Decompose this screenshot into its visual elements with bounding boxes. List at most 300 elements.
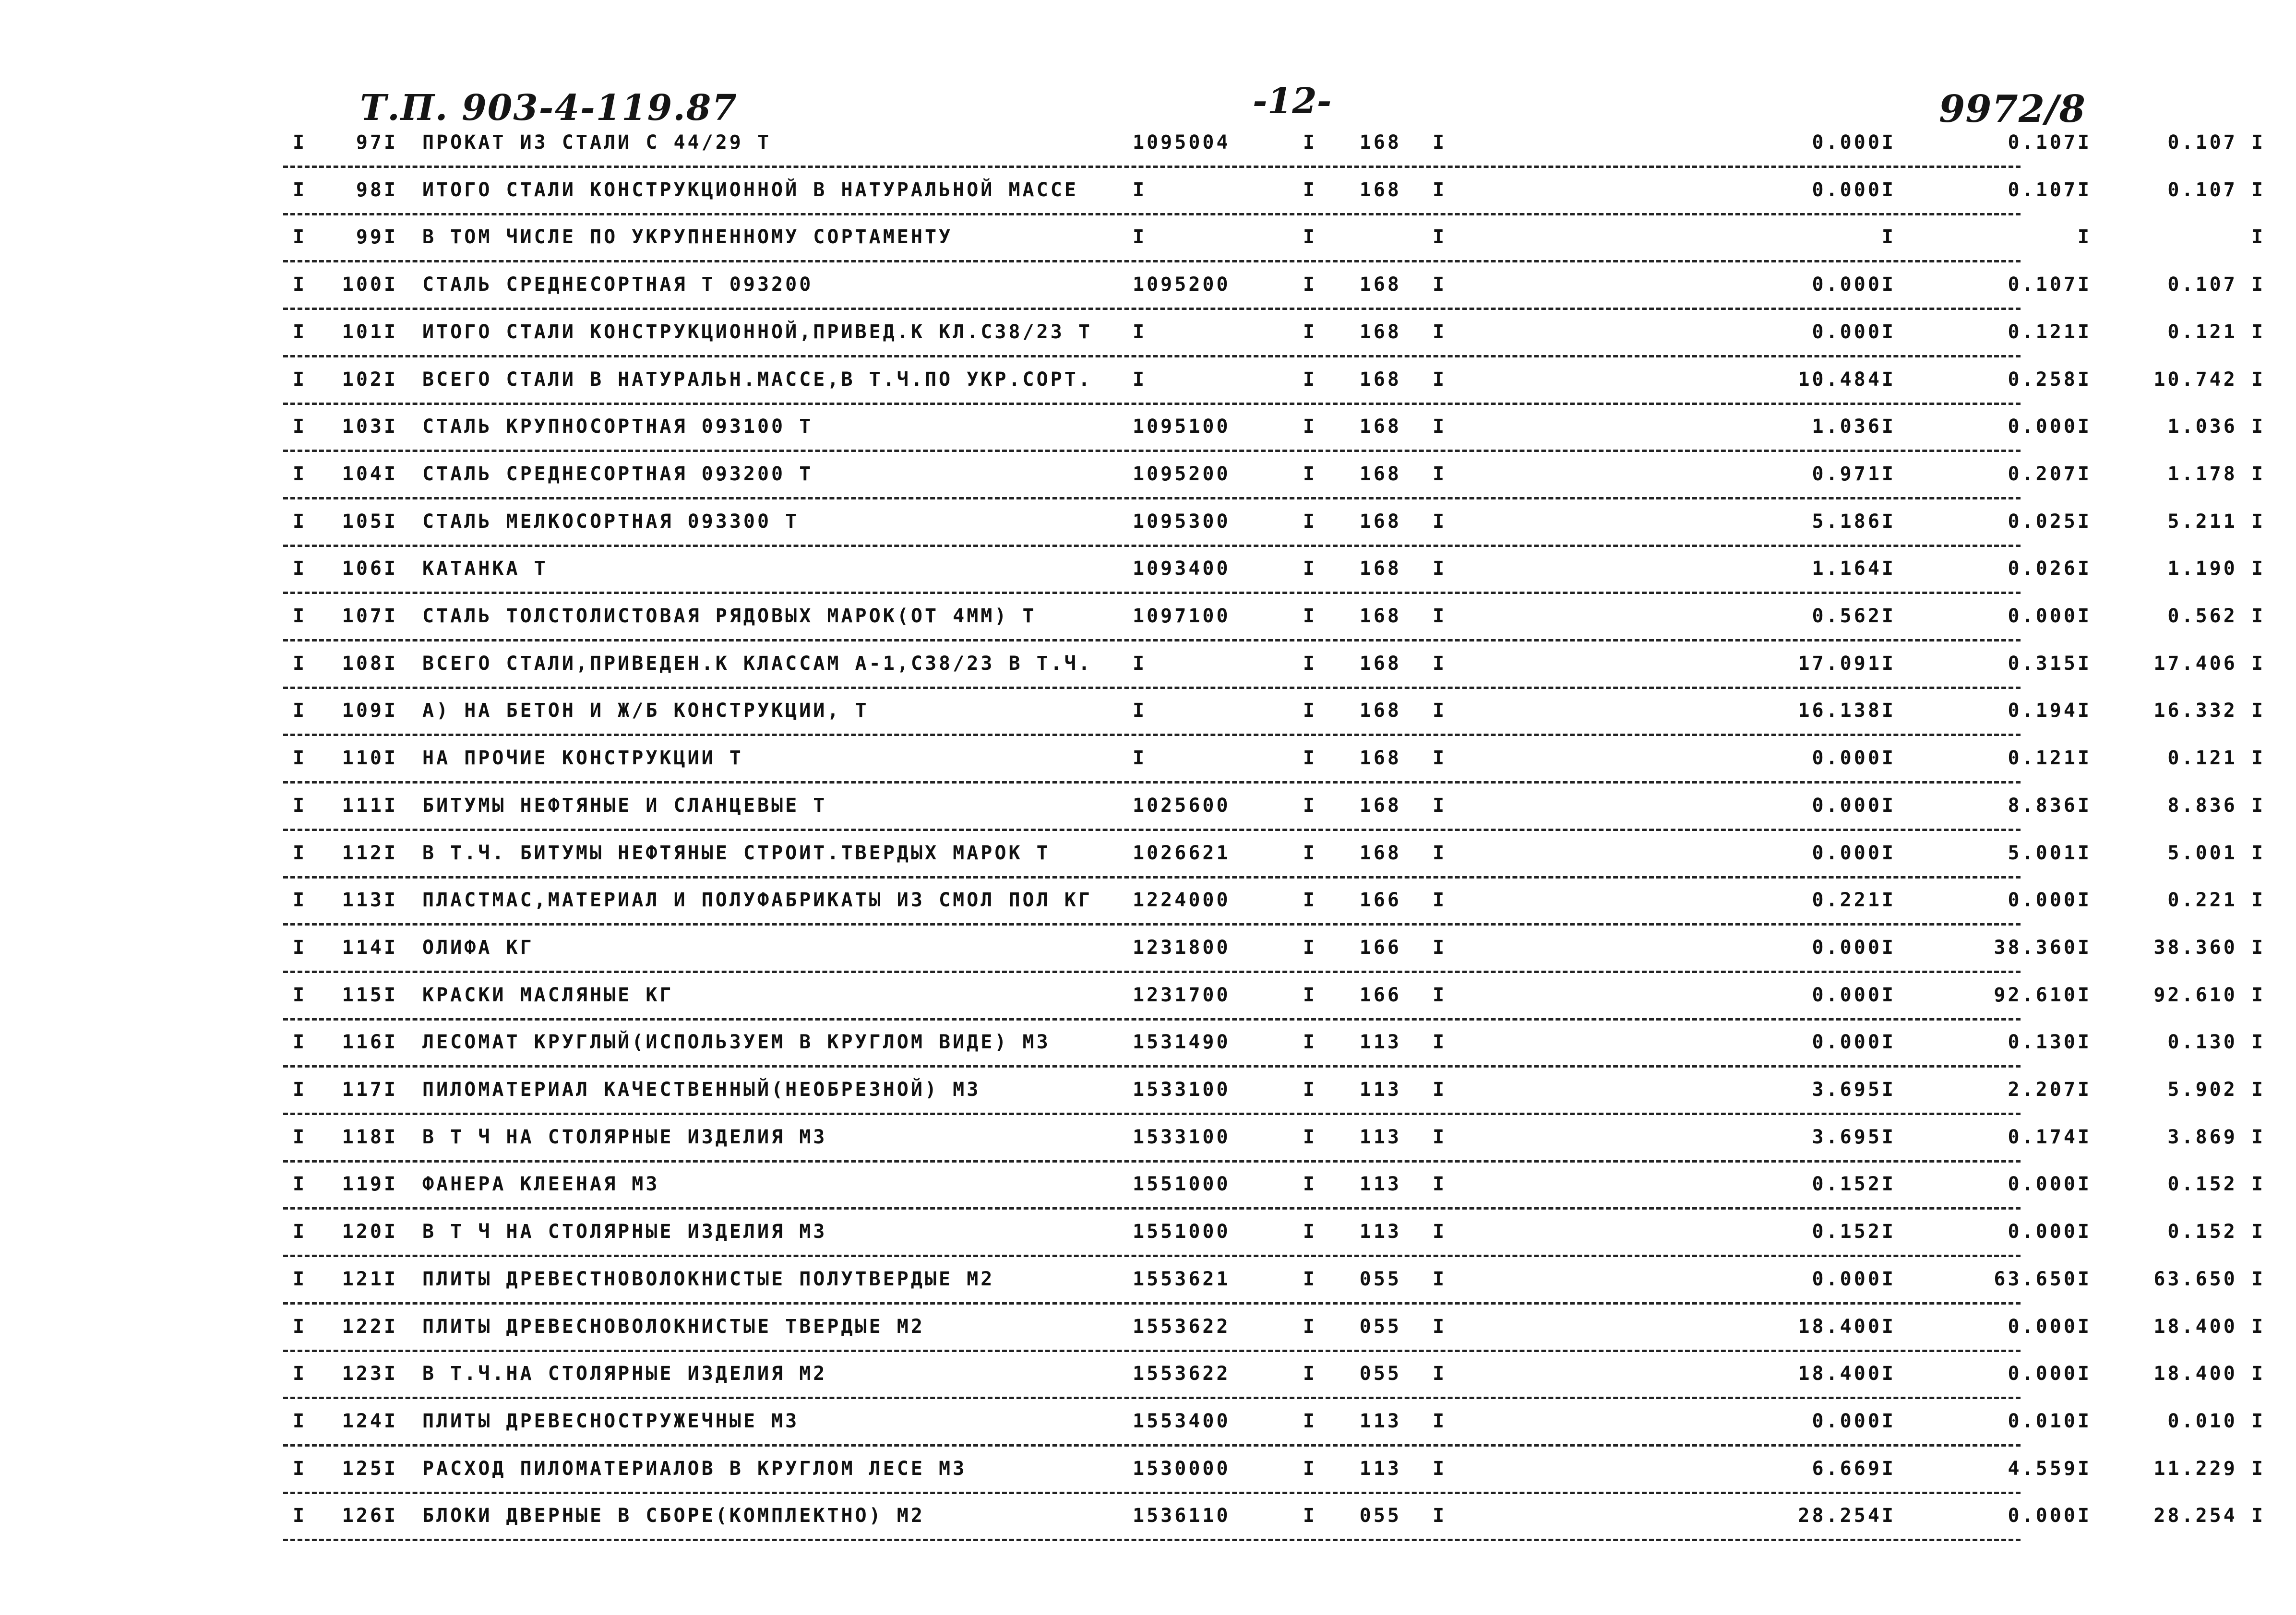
row-divider [283,213,2021,215]
row-divider [283,545,2021,547]
value-total: 0.107 I [2167,131,2265,154]
material-code: I [1133,700,1147,722]
value-total: 16.332 I [2153,700,2265,722]
row-separator: I [1433,1079,1447,1101]
table-row [283,410,2265,457]
row-border-left: I [293,511,307,533]
row-separator: I [1303,747,1317,769]
value-column-1: 0.152I [1812,1173,1896,1195]
row-separator: I [1303,273,1317,296]
material-code: I [1133,226,1147,248]
row-number: 117 [342,1079,384,1101]
row-separator: I [384,1221,398,1243]
row-divider [283,1492,2021,1494]
row-separator: I [1433,368,1447,391]
unit-code: 168 [1359,463,1401,485]
value-total: 11.229 I [2153,1458,2265,1480]
table-row [283,931,2265,978]
value-total: 3.869 I [2167,1126,2265,1148]
row-divider [283,1113,2021,1115]
row-divider [283,1255,2021,1257]
row-separator: I [384,1505,398,1527]
material-code: 1097100 [1133,605,1231,627]
row-separator: I [1303,1173,1317,1195]
value-total: 1.036 I [2167,416,2265,438]
row-separator: I [1433,511,1447,533]
table-row [283,1262,2265,1309]
material-code: 1553622 [1133,1316,1231,1338]
unit-code: 113 [1359,1458,1401,1480]
table-row [283,1310,2265,1357]
row-border-left: I [293,416,307,438]
material-name: СТАЛЬ МЕЛКОСОРТНАЯ 093300 Т [422,511,800,533]
row-separator: I [384,937,398,959]
row-number: 121 [342,1268,384,1290]
table-row [283,268,2265,315]
table-row [283,1499,2265,1546]
row-divider [283,687,2021,689]
material-name: СТАЛЬ КРУПНОСОРТНАЯ 093100 Т [422,416,813,438]
value-column-1: 0.000I [1812,321,1896,343]
row-separator: I [384,653,398,675]
row-number: 114 [342,937,384,959]
value-column-1: 17.091I [1798,653,1896,675]
row-separator: I [1303,842,1317,864]
row-number: 104 [342,463,384,485]
unit-code: 168 [1359,179,1401,201]
value-total: 10.742 I [2153,368,2265,391]
row-separator: I [1303,1458,1317,1480]
value-column-2: 92.610I [1994,984,2092,1006]
value-column-1: 0.000I [1812,131,1896,154]
row-number: 116 [342,1031,384,1053]
value-column-1: 28.254I [1798,1505,1896,1527]
row-border-left: I [293,605,307,627]
row-separator: I [384,795,398,817]
value-column-1: 0.000I [1812,273,1896,296]
row-number: 120 [342,1221,384,1243]
row-separator: I [1303,511,1317,533]
material-name: ВСЕГО СТАЛИ,ПРИВЕДЕН.К КЛАССАМ А-1,С38/23 В Т.Ч. [422,653,1092,675]
material-code: 1095200 [1133,273,1231,296]
material-code: 1553621 [1133,1268,1231,1290]
value-column-2: 0.000I [2008,1505,2092,1527]
row-number: 105 [342,511,384,533]
material-name: ПРОКАТ ИЗ СТАЛИ С 44/29 Т [422,131,772,154]
value-column-2: 0.121I [2008,321,2092,343]
table-row [283,220,2265,267]
material-name: В Т Ч НА СТОЛЯРНЫЕ ИЗДЕЛИЯ М3 [422,1221,827,1243]
value-total: 0.121 I [2167,321,2265,343]
row-separator: I [384,1031,398,1053]
row-separator: I [384,1268,398,1290]
row-number: 119 [342,1173,384,1195]
row-separator: I [384,889,398,911]
row-divider [283,497,2021,499]
row-divider [283,1160,2021,1163]
row-border-left: I [293,1221,307,1243]
material-name: ПЛИТЫ ДРЕВЕСНОСТРУЖЕЧНЫЕ М3 [422,1410,800,1432]
table-row [283,1404,2265,1451]
value-total: 0.221 I [2167,889,2265,911]
row-separator: I [384,416,398,438]
row-divider [283,1018,2021,1021]
row-separator: I [1433,747,1447,769]
row-number: 123 [342,1363,384,1385]
row-separator: I [1303,984,1317,1006]
material-name: ОЛИФА КГ [422,937,534,959]
unit-code: 168 [1359,273,1401,296]
row-divider [283,781,2021,784]
value-column-2: 0.000I [2008,889,2092,911]
row-border-left: I [293,558,307,580]
row-border-left: I [293,889,307,911]
row-number: 111 [342,795,384,817]
row-separator: I [1433,1316,1447,1338]
unit-code: 168 [1359,416,1401,438]
material-code: I [1133,321,1147,343]
value-column-2: 0.000I [2008,416,2092,438]
material-name: КРАСКИ МАСЛЯНЫЕ КГ [422,984,674,1006]
row-separator: I [1433,1221,1447,1243]
row-divider [283,450,2021,452]
row-separator: I [384,321,398,343]
value-column-1: 1.164I [1812,558,1896,580]
unit-code: 166 [1359,937,1401,959]
value-total: 5.001 I [2167,842,2265,864]
row-separator: I [1303,653,1317,675]
row-divider [283,1539,2021,1541]
material-code: 1530000 [1133,1458,1231,1480]
value-total: 5.211 I [2167,511,2265,533]
table-row [283,1215,2265,1262]
row-separator: I [384,463,398,485]
row-separator: I [1303,1126,1317,1148]
row-separator: I [1433,321,1447,343]
row-separator: I [1433,937,1447,959]
material-name: ЛЕСОМАТ КРУГЛЫЙ(ИСПОЛЬЗУЕМ В КРУГЛОМ ВИДЕ) М3 [422,1031,1051,1053]
row-border-left: I [293,368,307,391]
unit-code: 168 [1359,321,1401,343]
row-separator: I [1303,131,1317,154]
material-code: 1553400 [1133,1410,1231,1432]
value-total: 0.152 I [2167,1221,2265,1243]
value-column-1: I [1881,226,1896,248]
unit-code: 055 [1359,1363,1401,1385]
row-border-left: I [293,1363,307,1385]
value-total: 17.406 I [2153,653,2265,675]
row-separator: I [1303,1221,1317,1243]
unit-code: 113 [1359,1079,1401,1101]
row-separator: I [1433,1126,1447,1148]
row-separator: I [1303,1505,1317,1527]
value-column-1: 0.000I [1812,842,1896,864]
unit-code: 168 [1359,747,1401,769]
value-column-2: 0.000I [2008,1173,2092,1195]
value-column-2: 2.207I [2008,1079,2092,1101]
value-column-2: 0.000I [2008,1363,2092,1385]
row-separator: I [384,1079,398,1101]
value-total: 92.610 I [2153,984,2265,1006]
row-border-left: I [293,1173,307,1195]
value-column-2: 5.001I [2008,842,2092,864]
row-border-left: I [293,747,307,769]
row-separator: I [384,1173,398,1195]
row-border-left: I [293,984,307,1006]
row-separator: I [1303,558,1317,580]
value-column-1: 0.000I [1812,179,1896,201]
unit-code: 168 [1359,511,1401,533]
row-divider [283,639,2021,641]
value-column-2: 0.000I [2008,605,2092,627]
row-border-left: I [293,795,307,817]
row-separator: I [1303,1363,1317,1385]
project-reference: Т.П. 903-4-119.87 [360,87,738,129]
value-total: 0.010 I [2167,1410,2265,1432]
row-separator: I [1433,605,1447,627]
row-border-left: I [293,1316,307,1338]
material-name: В Т.Ч. БИТУМЫ НЕФТЯНЫЕ СТРОИТ.ТВЕРДЫХ МАРОК Т [422,842,1051,864]
row-separator: I [1303,416,1317,438]
value-total: 8.836 I [2167,795,2265,817]
table-row [283,457,2265,504]
unit-code: 168 [1359,131,1401,154]
row-divider [283,592,2021,594]
unit-code: 168 [1359,558,1401,580]
row-separator: I [1303,700,1317,722]
material-code: 1026621 [1133,842,1231,864]
row-divider [283,308,2021,310]
value-total: 0.562 I [2167,605,2265,627]
material-code: 1095004 [1133,131,1231,154]
row-separator: I [384,747,398,769]
row-border-left: I [293,1079,307,1101]
row-separator: I [384,558,398,580]
value-total: 18.400 I [2153,1363,2265,1385]
value-column-1: 3.695I [1812,1126,1896,1148]
row-number: 103 [342,416,384,438]
material-name: В ТОМ ЧИСЛЕ ПО УКРУПНЕННОМУ СОРТАМЕНТУ [422,226,953,248]
material-name: ПЛИТЫ ДРЕВЕСТНОВОЛОКНИСТЫЕ ПОЛУТВЕРДЫЕ М2 [422,1268,995,1290]
row-separator: I [1433,1173,1447,1195]
row-number: 101 [342,321,384,343]
table-row [283,1357,2265,1404]
table-row [283,836,2265,883]
row-separator: I [1433,416,1447,438]
value-total: 0.107 I [2167,273,2265,296]
row-divider [283,1397,2021,1399]
row-number: 98 [356,179,384,201]
row-border-left: I [293,842,307,864]
value-total: 0.121 I [2167,747,2265,769]
row-number: 113 [342,889,384,911]
table-row [283,694,2265,741]
value-column-2: 0.121I [2008,747,2092,769]
row-number: 109 [342,700,384,722]
table-row [283,363,2265,410]
row-separator: I [1303,889,1317,911]
row-separator: I [384,700,398,722]
value-column-2: 8.836I [2008,795,2092,817]
row-divider [283,1207,2021,1210]
row-separator: I [1433,463,1447,485]
value-total: 5.902 I [2167,1079,2265,1101]
row-separator: I [384,179,398,201]
row-border-left: I [293,321,307,343]
row-number: 106 [342,558,384,580]
row-separator: I [1433,179,1447,201]
table-row [283,505,2265,552]
row-separator: I [1433,700,1447,722]
value-column-1: 0.000I [1812,795,1896,817]
material-code: I [1133,368,1147,391]
row-number: 100 [342,273,384,296]
row-number: 115 [342,984,384,1006]
unit-code: 113 [1359,1031,1401,1053]
material-code: 1551000 [1133,1173,1231,1195]
material-code: 1231700 [1133,984,1231,1006]
value-total: 0.152 I [2167,1173,2265,1195]
value-column-1: 10.484I [1798,368,1896,391]
row-separator: I [1303,1316,1317,1338]
value-column-2: 0.025I [2008,511,2092,533]
row-separator: I [1433,1458,1447,1480]
row-divider [283,1065,2021,1068]
row-separator: I [1303,321,1317,343]
table-row [283,552,2265,599]
row-separator: I [384,1316,398,1338]
value-column-2: 0.000I [2008,1316,2092,1338]
material-code: 1231800 [1133,937,1231,959]
row-number: 97 [356,131,384,154]
value-column-2: 0.315I [2008,653,2092,675]
unit-code: 166 [1359,889,1401,911]
value-column-1: 18.400I [1798,1363,1896,1385]
value-total: 0.130 I [2167,1031,2265,1053]
row-border-left: I [293,463,307,485]
material-name: БИТУМЫ НЕФТЯНЫЕ И СЛАНЦЕВЫЕ Т [422,795,827,817]
row-separator: I [1303,463,1317,485]
value-column-2: 38.360I [1994,937,2092,959]
row-divider [283,403,2021,405]
material-name: В Т Ч НА СТОЛЯРНЫЕ ИЗДЕЛИЯ М3 [422,1126,827,1148]
value-total: 28.254 I [2153,1505,2265,1527]
row-separator: I [1433,1031,1447,1053]
material-code: 1553622 [1133,1363,1231,1385]
row-separator: I [384,273,398,296]
row-separator: I [1433,842,1447,864]
row-separator: I [1303,1410,1317,1432]
table-row [283,1167,2265,1214]
value-column-2: 0.130I [2008,1031,2092,1053]
table-row [283,173,2265,220]
material-code: 1095300 [1133,511,1231,533]
material-code: 1025600 [1133,795,1231,817]
row-separator: I [1433,1268,1447,1290]
row-separator: I [1433,226,1447,248]
material-code: 1095200 [1133,463,1231,485]
material-name: А) НА БЕТОН И Ж/Б КОНСТРУКЦИИ, Т [422,700,869,722]
row-number: 122 [342,1316,384,1338]
unit-code: 113 [1359,1173,1401,1195]
row-border-left: I [293,937,307,959]
row-separator: I [1433,273,1447,296]
value-column-2: 0.258I [2008,368,2092,391]
row-border-left: I [293,653,307,675]
material-code: 1224000 [1133,889,1231,911]
unit-code: 055 [1359,1268,1401,1290]
row-separator: I [384,605,398,627]
value-column-1: 0.000I [1812,1031,1896,1053]
row-border-left: I [293,226,307,248]
material-name: СТАЛЬ СРЕДНЕСОРТНАЯ Т 093200 [422,273,813,296]
unit-code: 113 [1359,1126,1401,1148]
table-row [283,1073,2265,1120]
material-name: В Т.Ч.НА СТОЛЯРНЫЕ ИЗДЕЛИЯ М2 [422,1363,827,1385]
material-code: 1533100 [1133,1079,1231,1101]
row-separator: I [1303,179,1317,201]
row-separator: I [384,131,398,154]
value-column-2: 0.026I [2008,558,2092,580]
value-column-1: 0.000I [1812,984,1896,1006]
table-row [283,599,2265,646]
material-name: ФАНЕРА КЛЕЕНАЯ М3 [422,1173,660,1195]
table-row [283,789,2265,836]
row-divider [283,734,2021,736]
row-border-left: I [293,1505,307,1527]
row-divider [283,1444,2021,1447]
row-number: 99 [356,226,384,248]
table-row [283,126,2265,173]
table-row [283,1025,2265,1072]
table-row [283,1452,2265,1499]
value-column-1: 1.036I [1812,416,1896,438]
row-separator: I [384,226,398,248]
row-separator: I [384,1363,398,1385]
value-column-1: 3.695I [1812,1079,1896,1101]
unit-code: 168 [1359,653,1401,675]
value-total: 0.107 I [2167,179,2265,201]
row-separator: I [1303,605,1317,627]
value-column-1: 0.971I [1812,463,1896,485]
row-separator: I [384,511,398,533]
value-column-1: 0.562I [1812,605,1896,627]
value-column-1: 0.000I [1812,937,1896,959]
value-column-1: 0.152I [1812,1221,1896,1243]
row-number: 108 [342,653,384,675]
value-column-2: 0.107I [2008,273,2092,296]
document-number: 9972/8 [1939,87,2086,131]
unit-code: 055 [1359,1505,1401,1527]
row-number: 112 [342,842,384,864]
row-separator: I [1303,1268,1317,1290]
material-code: 1536110 [1133,1505,1231,1527]
material-code: 1095100 [1133,416,1231,438]
row-divider [283,923,2021,926]
value-column-1: 0.221I [1812,889,1896,911]
value-column-2: 0.010I [2008,1410,2092,1432]
value-total: 1.190 I [2167,558,2265,580]
value-total: 63.650 I [2153,1268,2265,1290]
row-separator: I [1303,937,1317,959]
row-separator: I [1303,1079,1317,1101]
value-column-1: 5.186I [1812,511,1896,533]
row-divider [283,971,2021,973]
row-border-left: I [293,1031,307,1053]
row-number: 102 [342,368,384,391]
material-name: ПЛИТЫ ДРЕВЕСНОВОЛОКНИСТЫЕ ТВЕРДЫЕ М2 [422,1316,925,1338]
value-column-1: 6.669I [1812,1458,1896,1480]
